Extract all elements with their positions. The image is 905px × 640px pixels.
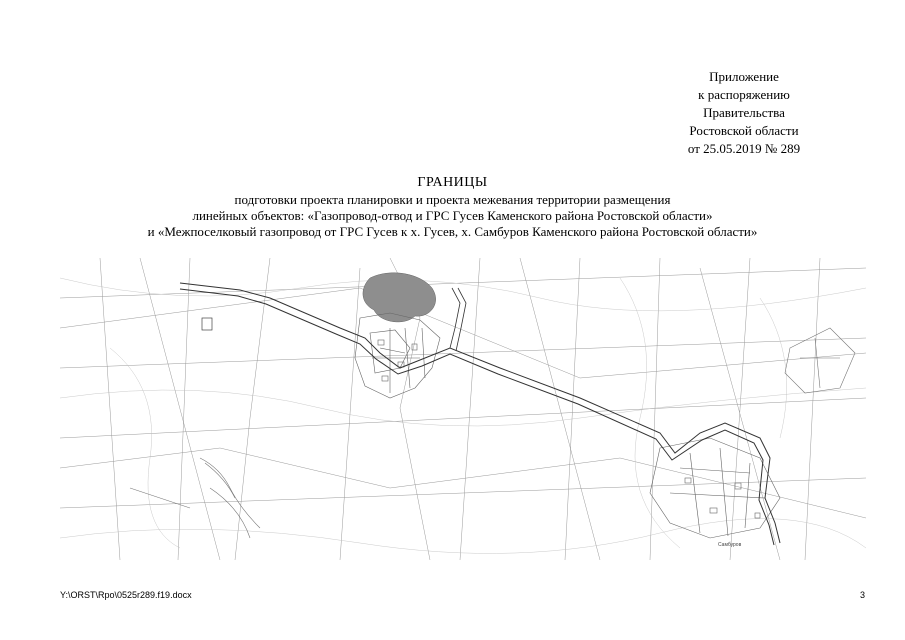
title-line: подготовки проекта планировки и проекта межевания территории размещения <box>234 192 671 207</box>
pipeline-corridor <box>180 283 780 545</box>
annex-line: Правительства <box>703 105 785 120</box>
title-heading: ГРАНИЦЫ <box>417 175 488 190</box>
footer-page-number: 3 <box>859 590 865 600</box>
lake <box>363 273 436 322</box>
map-label-sambourov: Самбуров <box>718 542 742 548</box>
map-canvas <box>60 258 866 560</box>
structure-marker <box>202 318 212 330</box>
annex-line: Приложение <box>709 69 779 84</box>
boundary-map <box>60 258 866 560</box>
pipeline-branch <box>450 288 466 351</box>
footer-file-path: Y:\ORST\Rpo\0525r289.f19.docx <box>60 590 192 600</box>
annex-line: от 25.05.2019 № 289 <box>687 141 801 156</box>
settlement-northeast <box>785 328 855 393</box>
annex-line: Ростовской области <box>689 123 799 138</box>
ravine <box>130 458 260 538</box>
annex-line: к распоряжению <box>698 87 790 102</box>
field-grid <box>60 258 866 560</box>
title-line: линейных объектов: «Газопровод-отвод и ГРС Гусев Каменского района Ростовской области» <box>192 208 713 223</box>
title-line: и «Межпоселковый газопровод от ГРС Гусев к х. Гусев, х. Самбуров Каменского района Ростовской области» <box>147 224 758 239</box>
document-title <box>0 175 905 240</box>
annex-block <box>559 68 819 158</box>
